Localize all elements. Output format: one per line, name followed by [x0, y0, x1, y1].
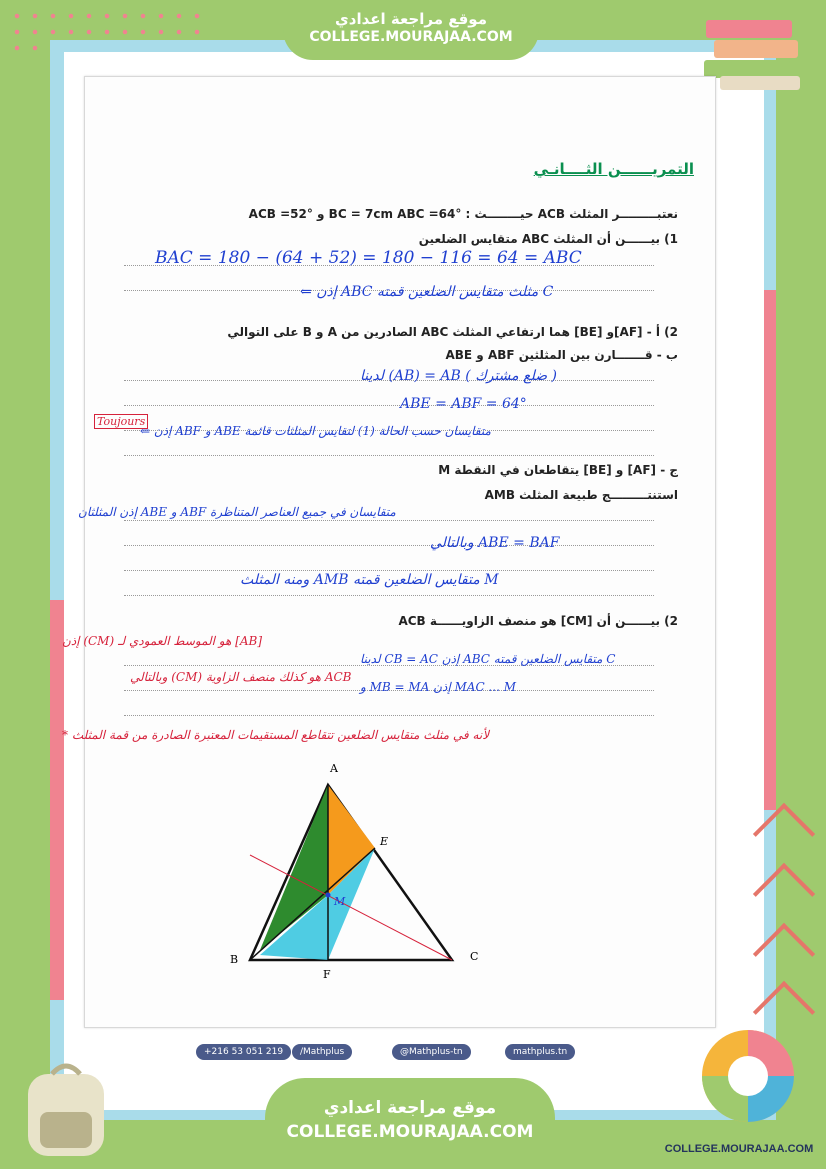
site-logo-icon	[698, 1024, 798, 1134]
handwriting-line-1: BAC = 180 − (64 + 52) = 180 − 116 = 64 = ABC	[155, 248, 582, 268]
header-site-en[interactable]: COLLEGE.MOURAJAA.COM	[309, 29, 513, 45]
handwriting-line-2: ⇐ إذن ABC مثلث متقايس الضلعين قمته C	[300, 284, 554, 300]
social-website[interactable]: mathplus.tn	[505, 1044, 575, 1060]
footer-site-en[interactable]: COLLEGE.MOURAJAA.COM	[286, 1122, 534, 1142]
social-youtube[interactable]: @Mathplus-tn	[392, 1044, 471, 1060]
social-facebook[interactable]: /Mathplus	[292, 1044, 352, 1060]
handwriting-line-7: وبالتالي ABE = BAF	[430, 535, 560, 551]
footer-logo-text[interactable]: COLLEGE.MOURAJAA.COM	[664, 1143, 814, 1155]
handwriting-line-13: * لأنه في مثلث متقايس الضلعين تتقاطع المستقيمات المعتبرة الصادرة من قمة المثلث	[62, 728, 490, 742]
question-2c-1: ج - [AF] و [BE] يتقاطعان في النقطة M	[438, 463, 678, 477]
answer-rule	[124, 455, 654, 456]
vertex-label-c: C	[470, 950, 479, 963]
handwriting-line-11: إذن (CM) هو الموسط العمودي لـ [AB]	[62, 634, 263, 648]
handwriting-line-10: و MB = MA إذن MAC ... M	[360, 680, 516, 694]
social-phone[interactable]: +216 53 051 219	[196, 1044, 291, 1060]
triangle-figure	[230, 760, 530, 980]
answer-rule	[124, 715, 654, 716]
handwriting-line-9: لدينا CB = AC إذن ABC متقايس الضلعين قمته C	[360, 652, 616, 666]
handwriting-line-4: ABE = ABF = 64°	[400, 396, 527, 412]
handwriting-line-5: ⇐ إذن ABF و ABE متقايسان حسب الحالة (1) لتقايس المثلثات قائمة	[140, 424, 491, 438]
vertex-label-a: A	[330, 762, 338, 775]
vertex-label-b: B	[230, 953, 239, 966]
handwriting-red-note: Toujours	[94, 414, 148, 429]
answer-rule	[124, 545, 654, 546]
handwriting-line-12: وبالتالي (CM) هو كذلك منصف الزاوية ACB	[130, 670, 352, 684]
question-3: 2) بيــــــن أن [CM] هو منصف الزاويــــــة ACB	[398, 614, 678, 628]
point-label-m: M	[334, 895, 346, 908]
handwriting-line-3: لدينا (AB) = AB ( ضلع مشترك )	[360, 368, 558, 384]
answer-rule	[124, 570, 654, 571]
footer-site-ar: موقع مراجعة اعدادي	[323, 1098, 497, 1118]
pink-left-bar	[50, 600, 64, 1000]
handwriting-line-8: ومنه المثلث AMB متقايس الضلعين قمته M	[240, 572, 499, 588]
intro-text: نعتبـــــــــر المثلث ACB حيــــــــث : BC = 7cm ABC =64° و ACB =52°	[248, 207, 678, 221]
footer-banner	[265, 1078, 555, 1169]
point-label-e: E	[380, 835, 389, 848]
header-banner	[283, 0, 539, 60]
answer-rule	[124, 405, 654, 406]
question-1: 1) بيــــــن أن المثلث ABC متقايس الضلعين	[418, 232, 678, 246]
question-2c-2: استنتـــــــــج طبيعة المثلث AMB	[484, 488, 678, 502]
answer-rule	[124, 520, 654, 521]
question-2b: ب - قـــــــارن بين المثلثين ABF و ABE	[445, 348, 678, 362]
answer-rule	[124, 595, 654, 596]
handwriting-line-6: إذن المثلثان ABE و ABF متقايسان في جميع العناصر المتناظرة	[78, 505, 396, 519]
question-2a: 2) أ - [AF]و [BE] هما ارتفاعي المثلث ABC الصادرين من A و B على التوالي	[227, 325, 678, 339]
header-site-ar: موقع مراجعة اعدادي	[335, 10, 487, 28]
exercise-title: التمريــــــن الثــــانـي	[533, 160, 694, 178]
point-label-f: F	[323, 968, 331, 980]
backpack-icon	[18, 1060, 114, 1160]
